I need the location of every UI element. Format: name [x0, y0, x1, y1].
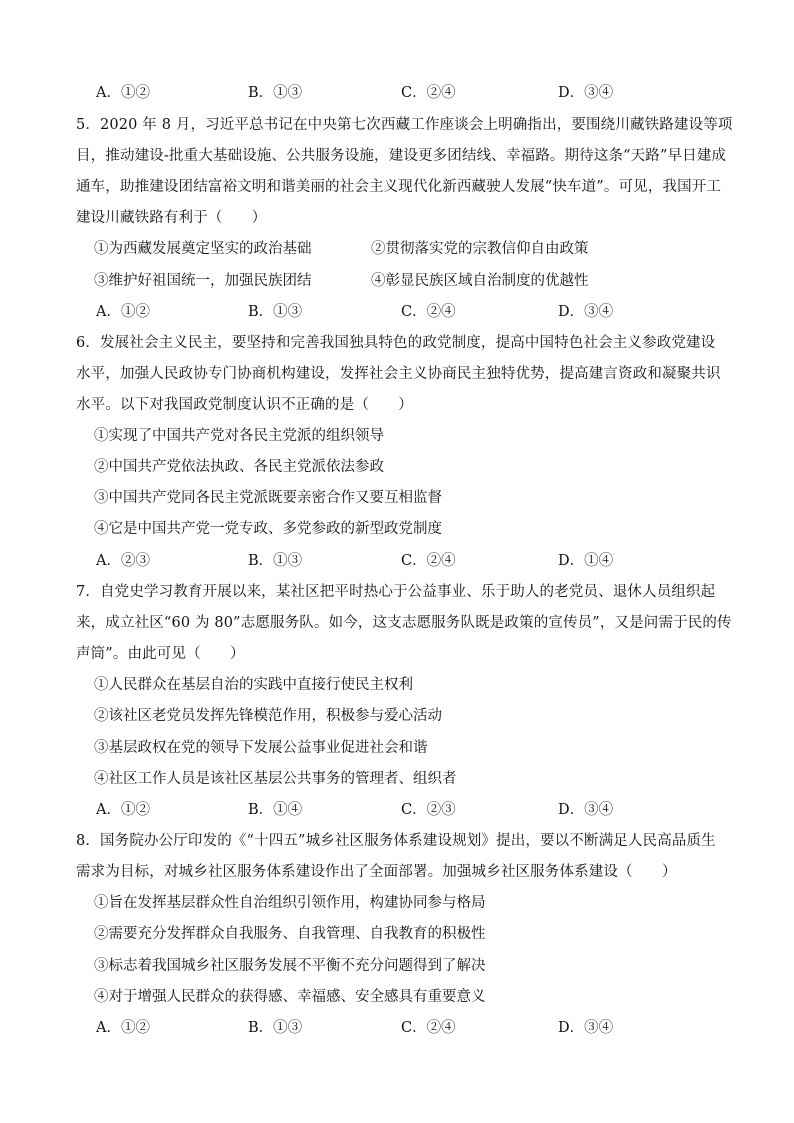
- question-text-line: 需求为目标，对城乡社区服务体系建设作出了全面部署。加强城乡社区服务体系建设（ ）: [76, 864, 677, 880]
- statement-1: ①旨在发挥基层群众性自治组织引领作用，构建协同参与格局: [94, 895, 486, 911]
- q6-options: [96, 549, 736, 571]
- question-text-line: 6．发展社会主义民主，要坚持和完善我国独具特色的政党制度，提高中国特色社会主义参政党建设: [76, 335, 716, 351]
- statement-3: ③标志着我国城乡社区服务发展不平衡不充分问题得到了解决: [94, 958, 486, 974]
- question-text-line: 通车，助推建设团结富裕文明和谐美丽的社会主义现代化新西藏驶人发展“快车道”。可见，我国开工: [76, 179, 722, 195]
- statement-2: ②中国共产党依法执政、各民主党派依法参政: [94, 459, 384, 475]
- option-d[interactable]: D．③④: [558, 85, 614, 101]
- statement-3: ③维护好祖国统一，加强民族团结: [94, 273, 312, 289]
- statement-2: ②贯彻落实党的宗教信仰自由政策: [371, 241, 589, 257]
- statement-3: ③基层政权在党的领导下发展公益事业促进社会和谐: [94, 740, 428, 756]
- option-c[interactable]: C．②④: [401, 553, 456, 569]
- option-b[interactable]: B．①③: [248, 553, 303, 569]
- option-d[interactable]: D．①④: [558, 553, 614, 569]
- option-b[interactable]: B．①③: [248, 85, 303, 101]
- option-d[interactable]: D．③④: [558, 802, 614, 818]
- statement-4: ④它是中国共产党一党专政、多党参政的新型政党制度: [94, 521, 442, 537]
- option-b[interactable]: B．①③: [248, 304, 303, 320]
- question-text-line: 水平。以下对我国政党制度认识不正确的是（ ）: [76, 397, 413, 413]
- statement-1: ①实现了中国共产党对各民主党派的组织领导: [94, 428, 384, 444]
- statement-4: ④对于增强人民群众的获得感、幸福感、安全感具有重要意义: [94, 989, 486, 1005]
- statement-2: ②需要充分发挥群众自我服务、自我管理、自我教育的积极性: [94, 926, 486, 942]
- q7-options: [96, 798, 736, 820]
- q4-options: [96, 81, 736, 103]
- statement-4: ④彰显民族区域自治制度的优越性: [371, 273, 589, 289]
- statement-3: ③中国共产党同各民主党派既要亲密合作又要互相监督: [94, 490, 442, 506]
- option-a[interactable]: A．②③: [96, 553, 150, 569]
- statement-4: ④社区工作人员是该社区基层公共事务的管理者、组织者: [94, 771, 457, 787]
- statement-2: ②该社区老党员发挥先锋模范作用，积极参与爱心活动: [94, 708, 442, 724]
- statement-1: ①人民群众在基层自治的实践中直接行使民主权利: [94, 677, 413, 693]
- question-text-line: 水平，加强人民政协专门协商机构建设，发挥社会主义协商民主独特优势，提高建言资政和凝聚共识: [76, 366, 721, 382]
- question-text-line: 声筒”。由此可见（ ）: [76, 646, 245, 662]
- statement-1: ①为西藏发展奠定坚实的政治基础: [94, 241, 312, 257]
- option-c[interactable]: C．②④: [401, 1020, 456, 1036]
- option-d[interactable]: D．③④: [558, 1020, 614, 1036]
- question-text-line: 7．自党史学习教育开展以来，某社区把平时热心于公益事业、乐于助人的老党员、退休人员组织起: [76, 584, 716, 600]
- q8-options: [96, 1016, 736, 1038]
- option-a[interactable]: A．①②: [96, 802, 150, 818]
- option-a[interactable]: A．①②: [96, 85, 150, 101]
- question-text-line: 5．2020 年 8 月，习近平总书记在中央第七次西藏工作座谈会上明确指出，要围绕川藏铁路建设等项: [76, 117, 733, 133]
- option-b[interactable]: B．①④: [248, 802, 303, 818]
- question-text-line: 来，成立社区“60 为 80”志愿服务队。如今，这支志愿服务队既是政策的宣传员”，又是问需于民的传: [76, 615, 732, 631]
- option-a[interactable]: A．①②: [96, 304, 150, 320]
- q5-options: [96, 300, 736, 322]
- option-c[interactable]: C．②③: [401, 802, 456, 818]
- option-b[interactable]: B．①③: [248, 1020, 303, 1036]
- option-d[interactable]: D．③④: [558, 304, 614, 320]
- question-text-line: 8．国务院办公厅印发的《“十四五”城乡社区服务体系建设规划》提出，要以不断满足人民高品质生: [76, 833, 716, 849]
- question-text-line: 目，推动建设-批重大基础设施、公共服务设施，建设更多团结线、幸福路。期待这条“天路”早日建成: [76, 148, 727, 164]
- option-c[interactable]: C．②④: [401, 304, 456, 320]
- option-c[interactable]: C．②④: [401, 85, 456, 101]
- option-a[interactable]: A．①②: [96, 1020, 150, 1036]
- question-text-line: 建设川藏铁路有利于（ ）: [76, 210, 267, 226]
